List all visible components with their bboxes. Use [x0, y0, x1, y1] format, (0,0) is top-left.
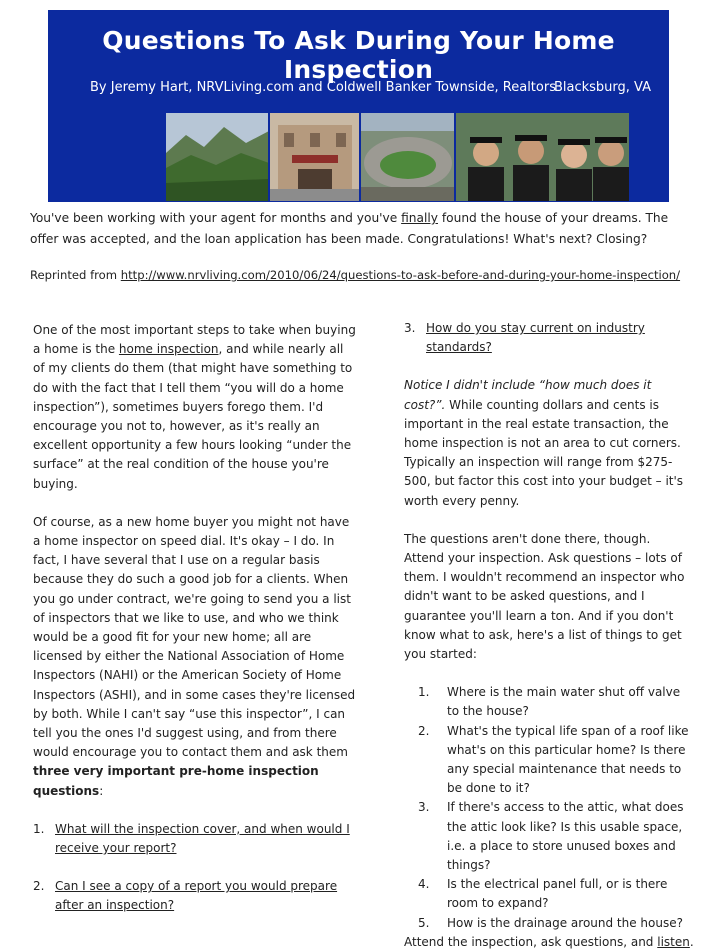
finally-link[interactable]: finally [401, 211, 438, 225]
left-p2-text: Of course, as a new home buyer you might not have a home inspector on speed dial. It's okay – I do. In fact, I have several that I use on a regular basis because they do such a good job for a clients. When you go under contract, we're going to send you a list of inspectors that we like to use, and who we think would be a good fit for your new home; all are licensed by either the National Association of Home Inspectors (NAHI) or the American Society of Home Inspectors (ASHI), and in some cases they're licensed by both. While I can't say “use this inspector”, I can tell you the ones I'd suggest using, and from there would encourage you to contact them and ask them [33, 514, 356, 760]
mountains-photo [166, 113, 270, 201]
list-number: 2. [418, 723, 430, 738]
list-item [404, 722, 694, 799]
inspection-questions-list [404, 683, 694, 933]
list-item [404, 683, 694, 721]
pre-inspection-questions-list [33, 820, 358, 916]
location-label: Blacksburg, VA [553, 80, 651, 95]
reprint-label: Reprinted from [30, 268, 121, 282]
list-item [404, 875, 694, 913]
list-item-text: Where is the main water shut off valve to the house? [447, 685, 681, 719]
list-item [404, 914, 694, 933]
list-item-text: If there's access to the attic, what does the attic look like? Is this usable space, i.e. a place to store unused boxes and things? [447, 800, 684, 873]
left-p2-text-end: : [99, 783, 104, 798]
graduates-photo [456, 113, 629, 201]
header-banner [48, 10, 669, 202]
right-column [404, 319, 694, 952]
stadium-photo [361, 113, 457, 201]
intro-paragraph [30, 208, 670, 250]
reprint-line [30, 265, 690, 285]
list-item [404, 798, 694, 875]
question-link[interactable]: Can I see a copy of a report you would prepare after an inspection? [55, 879, 338, 913]
list-number: 1. [33, 821, 45, 836]
left-p1-text-cont: , and while nearly all of my clients do them (that might have something to do with the fact that I tell them “you will do a home inspection”), sometimes buyers forego them. I'd encourage you not to, however, as it's really an excellent opportunity a few hours looking “under the surface” at the real condition of the house you're buying. [33, 342, 353, 491]
right-paragraph-1 [404, 376, 694, 510]
left-p2-bold: three very important pre-home inspection questions [33, 764, 319, 798]
list-item-text: Is the electrical panel full, or is there room to expand? [447, 877, 668, 911]
document-title: Questions To Ask During Your Home Inspection [102, 26, 615, 84]
right-paragraph-2: The questions aren't done there, though. Attend your inspection. Ask questions – lots of them. I wouldn't recommend an inspector who didn't want to be asked questions, and I guarantee you'll learn a ton. And if you don't know what to ask, here's a list of things to get you started: [404, 531, 685, 662]
intro-text-cont: found the house of your dreams. The offer was accepted, and the loan application has been made. Congratulations! What's next? Closing? [30, 211, 669, 246]
home-inspection-link[interactable]: home inspection [118, 342, 219, 357]
closing-text: Attend the inspection, ask questions, and [404, 934, 658, 949]
cost-note: Notice I didn't include “how much does it cost?”. [404, 378, 652, 412]
author-byline: By Jeremy Hart, NRVLiving.com and Coldwell Banker Townside, Realtors [90, 80, 556, 95]
question-link[interactable]: What will the inspection cover, and when would I receive your report? [55, 821, 350, 856]
intro-text: You've been working with your agent for months and you've [30, 211, 402, 225]
list-item-text: What's the typical life span of a roof like what's on this particular home? Is there any special maintenance that needs to be done to it? [447, 723, 689, 796]
list-number: 5. [418, 915, 430, 930]
lyric-theatre-photo [270, 113, 361, 201]
left-column [33, 321, 358, 916]
list-number: 2. [33, 879, 45, 894]
list-number: 4. [418, 877, 430, 892]
list-item [33, 877, 358, 915]
right-p1-text: While counting dollars and cents is important in the real estate transaction, the home inspection is not an area to cut corners. Typically an inspection will range from $275-500, but factor this cost into your budget – it's worth every penny. [404, 397, 684, 508]
left-p1-text: One of the most important steps to take when buying a home is the [33, 323, 356, 357]
pre-inspection-questions-list-cont [404, 319, 694, 357]
listen-link[interactable]: listen [657, 934, 690, 949]
list-number: 3. [404, 321, 416, 335]
list-item [33, 820, 358, 858]
photo-strip [166, 113, 629, 201]
list-number: 3. [418, 800, 430, 815]
closing-period: . [689, 934, 694, 949]
list-item-text: How is the drainage around the house? [447, 915, 683, 930]
closing-line [404, 933, 694, 952]
question-link[interactable]: How do you stay current on industry standards? [426, 321, 645, 355]
left-paragraph-2 [33, 513, 358, 801]
source-url-link[interactable]: http://www.nrvliving.com/2010/06/24/questions-to-ask-before-and-during-your-home-inspection/ [120, 268, 681, 282]
list-number: 1. [418, 685, 430, 700]
left-paragraph-1 [33, 321, 358, 494]
list-item [404, 319, 694, 357]
